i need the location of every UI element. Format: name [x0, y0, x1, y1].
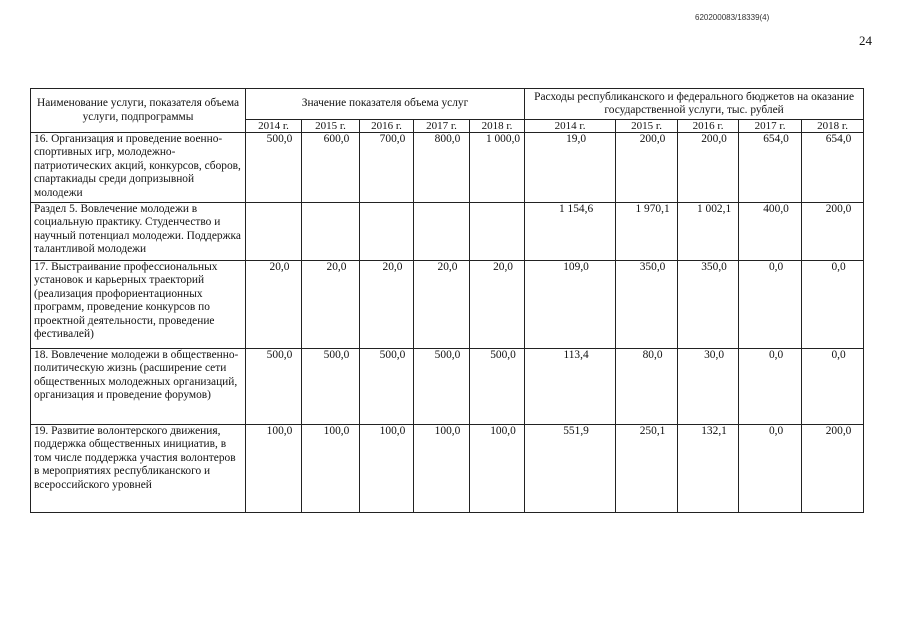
volume-cell: 500,0 — [470, 349, 525, 425]
volume-cell: 500,0 — [360, 349, 414, 425]
document-id: 620200083/18339(4) — [695, 13, 770, 22]
row-name: 16. Организация и проведение военно-спортивных игр, молодежно-патриотических акций, конкурсов, сборов, спартакиады среди допризывной молодежи — [31, 133, 246, 203]
page-number: 24 — [859, 33, 872, 48]
expense-cell: 654,0 — [739, 133, 802, 203]
volume-cell: 600,0 — [302, 133, 360, 203]
expense-year: 2016 г. — [678, 120, 739, 133]
volume-cell: 100,0 — [360, 425, 414, 513]
volume-cell: 800,0 — [414, 133, 470, 203]
row-name: 19. Развитие волонтерского движения, поддержка общественных инициатив, в том числе поддержка участия волонтеров в мероприятиях республиканского и всероссийского уровней — [31, 425, 246, 513]
expense-cell: 1 970,1 — [616, 203, 678, 261]
volume-cell: 500,0 — [246, 349, 302, 425]
volume-cell: 20,0 — [246, 261, 302, 349]
row-name: 18. Вовлечение молодежи в общественно-политическую жизнь (расширение сети общественных молодежных организаций, организация и проведение форумов) — [31, 349, 246, 425]
volume-year: 2014 г. — [246, 120, 302, 133]
expense-year: 2014 г. — [525, 120, 616, 133]
expense-year: 2018 г. — [802, 120, 864, 133]
volume-year: 2016 г. — [360, 120, 414, 133]
volume-cell: 700,0 — [360, 133, 414, 203]
expense-cell: 200,0 — [616, 133, 678, 203]
volume-year: 2017 г. — [414, 120, 470, 133]
volume-year: 2018 г. — [470, 120, 525, 133]
volume-cell — [470, 203, 525, 261]
expense-cell: 132,1 — [678, 425, 739, 513]
volume-cell — [246, 203, 302, 261]
table-row — [31, 203, 864, 261]
expense-year: 2017 г. — [739, 120, 802, 133]
expense-cell: 200,0 — [802, 203, 864, 261]
expense-cell: 1 002,1 — [678, 203, 739, 261]
expense-cell: 113,4 — [525, 349, 616, 425]
volume-cell: 100,0 — [470, 425, 525, 513]
volume-cell — [414, 203, 470, 261]
volume-cell: 100,0 — [302, 425, 360, 513]
expense-cell: 350,0 — [678, 261, 739, 349]
volume-cell: 100,0 — [414, 425, 470, 513]
header-expense-group: Расходы республиканского и федерального бюджетов на оказание государственной услуги, тыс. рублей — [525, 89, 864, 120]
row-name: 17. Выстраивание профессиональных установок и карьерных траекторий (реализация профориентационных программ, проведение конкурсов по проектной деятельности, проведение фестивалей) — [31, 261, 246, 349]
volume-cell: 500,0 — [414, 349, 470, 425]
expense-cell: 250,1 — [616, 425, 678, 513]
header-row — [31, 89, 864, 120]
section-name: Раздел 5. Вовлечение молодежи в социальную практику. Студенчество и научный потенциал молодежи. Поддержка талантливой молодежи — [31, 203, 246, 261]
table-row — [31, 261, 864, 349]
volume-cell: 20,0 — [360, 261, 414, 349]
volume-year: 2015 г. — [302, 120, 360, 133]
volume-cell: 100,0 — [246, 425, 302, 513]
expense-cell: 1 154,6 — [525, 203, 616, 261]
volume-cell — [302, 203, 360, 261]
expense-cell: 109,0 — [525, 261, 616, 349]
table-row — [31, 133, 864, 203]
expense-cell: 654,0 — [802, 133, 864, 203]
expense-cell: 0,0 — [739, 349, 802, 425]
expense-cell: 350,0 — [616, 261, 678, 349]
volume-cell: 1 000,0 — [470, 133, 525, 203]
header-name-col: Наименование услуги, показателя объема услуги, подпрограммы — [31, 89, 246, 133]
volume-cell: 20,0 — [414, 261, 470, 349]
table-row — [31, 425, 864, 513]
expense-cell: 0,0 — [739, 425, 802, 513]
header-volume-group: Значение показателя объема услуг — [246, 89, 525, 120]
volume-cell: 500,0 — [246, 133, 302, 203]
expense-cell: 19,0 — [525, 133, 616, 203]
expense-cell: 0,0 — [802, 349, 864, 425]
volume-cell — [360, 203, 414, 261]
expense-cell: 30,0 — [678, 349, 739, 425]
volume-cell: 20,0 — [302, 261, 360, 349]
expense-cell: 551,9 — [525, 425, 616, 513]
expense-year: 2015 г. — [616, 120, 678, 133]
expense-cell: 0,0 — [802, 261, 864, 349]
expense-cell: 400,0 — [739, 203, 802, 261]
volume-cell: 500,0 — [302, 349, 360, 425]
volume-cell: 20,0 — [470, 261, 525, 349]
budget-table — [30, 88, 864, 513]
expense-cell: 200,0 — [678, 133, 739, 203]
expense-cell: 0,0 — [739, 261, 802, 349]
expense-cell: 80,0 — [616, 349, 678, 425]
table-row — [31, 349, 864, 425]
expense-cell: 200,0 — [802, 425, 864, 513]
